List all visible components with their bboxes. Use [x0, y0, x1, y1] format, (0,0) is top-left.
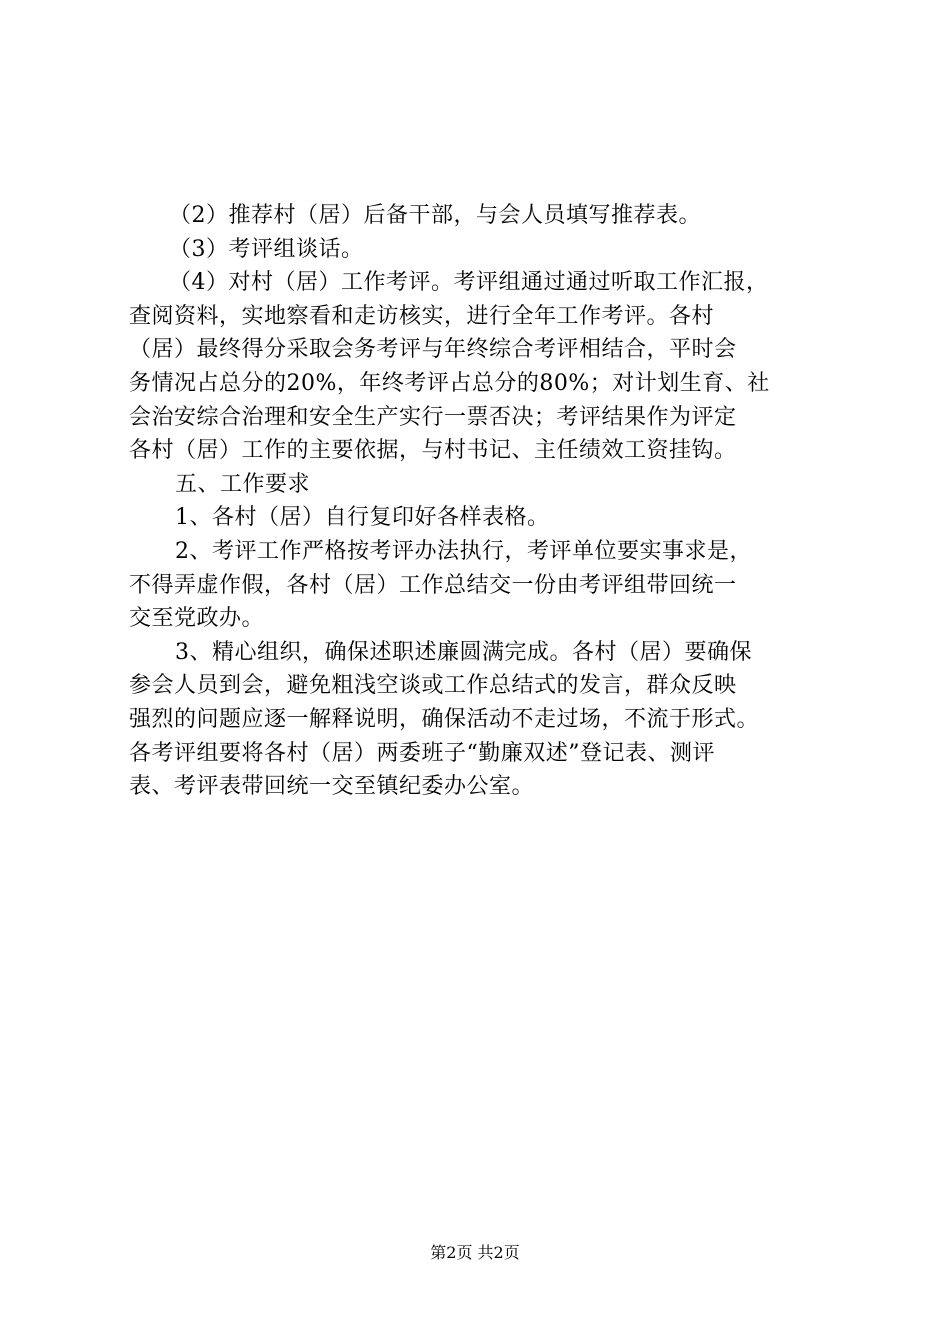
text-line: 表、考评表带回统一交至镇纪委办公室。 [129, 774, 535, 800]
text-line: 不得弄虚作假，各村（居）工作总结交一份由考评组带回统一 [129, 572, 737, 598]
text-line: 强烈的问题应逐一解释说明，确保活动不走过场，不流于形式。 [129, 706, 760, 732]
document-body [129, 199, 855, 804]
text-line: 交至党政办。 [129, 606, 265, 632]
text-line: 各村（居）工作的主要依据，与村书记、主任绩效工资挂钩。 [129, 438, 737, 464]
page-footer: 第2页 共2页 [430, 1243, 520, 1262]
text-line: 参会人员到会，避免粗浅空谈或工作总结式的发言，群众反映 [129, 673, 737, 699]
text-line: （4）对村（居）工作考评。考评组通过通过听取工作汇报， [169, 270, 769, 296]
text-line: 查阅资料，实地察看和走访核实，进行全年工作考评。各村 [129, 303, 715, 329]
text-line: 3、精心组织，确保述职述廉圆满完成。各村（居）要确保 [175, 639, 752, 665]
text-line: （居）最终得分采取会务考评与年终综合考评相结合，平时会 [129, 337, 737, 363]
text-line: 务情况占总分的20%，年终考评占总分的80%；对计划生育、社 [129, 370, 770, 396]
text-line: （3）考评组谈话。 [169, 236, 364, 262]
text-line: 2、考评工作严格按考评办法执行，考评单位要实事求是， [175, 538, 752, 564]
text-line: 五、工作要求 [175, 471, 311, 497]
text-line: 会治安综合治理和安全生产实行一票否决；考评结果作为评定 [129, 404, 737, 430]
text-line: 1、各村（居）自行复印好各样表格。 [175, 505, 550, 531]
text-line: （2）推荐村（居）后备干部，与会人员填写推荐表。 [169, 203, 701, 228]
text-line: 各考评组要将各村（居）两委班子“勤廉双述”登记表、测评 [129, 740, 715, 766]
